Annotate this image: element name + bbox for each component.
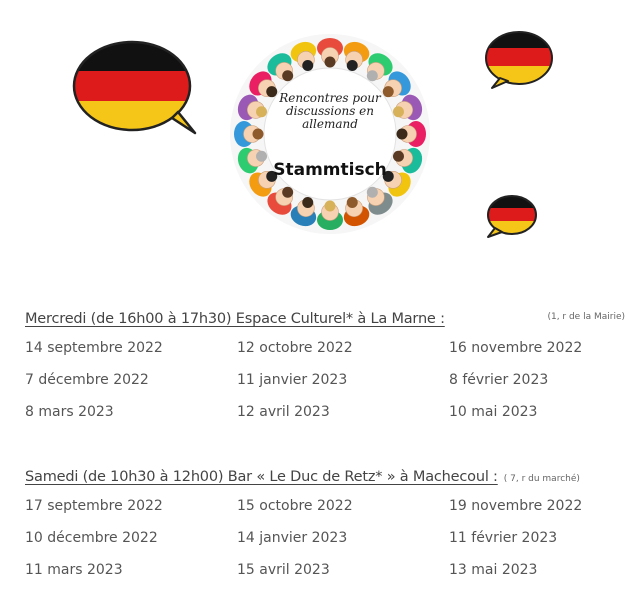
- stammtisch-title: Stammtisch: [273, 160, 387, 180]
- header-illustration: [0, 0, 640, 275]
- german-flag-bubble-medium: [484, 30, 556, 88]
- person-hair: [325, 57, 336, 68]
- person-hair: [302, 60, 313, 71]
- date-item: 14 septembre 2022: [25, 340, 163, 356]
- date-item: 14 janvier 2023: [237, 530, 348, 546]
- date-item: 12 octobre 2022: [237, 340, 353, 356]
- german-flag-bubble-large: [70, 40, 200, 133]
- date-item: 11 mars 2023: [25, 562, 123, 578]
- date-item: 15 avril 2023: [237, 562, 330, 578]
- date-item: 17 septembre 2022: [25, 498, 163, 514]
- date-item: 16 novembre 2022: [449, 340, 583, 356]
- person-hair: [347, 197, 358, 208]
- date-item: 10 mai 2023: [449, 404, 538, 420]
- section-heading: [25, 308, 625, 330]
- person-hair: [367, 70, 378, 81]
- german-flag-bubble-small: [486, 195, 538, 237]
- date-item: 8 mars 2023: [25, 404, 114, 420]
- saturday-section: [25, 466, 625, 586]
- section-heading: [25, 466, 625, 488]
- date-item: 8 février 2023: [449, 372, 549, 388]
- date-item: 12 avril 2023: [237, 404, 330, 420]
- wednesday-heading: Mercredi (de 16h00 à 17h30) Espace Culturel* à La Marne :: [25, 311, 445, 327]
- saturday-heading: Samedi (de 10h30 à 12h00) Bar « Le Duc de Retz* » à Machecoul :: [25, 469, 498, 485]
- date-item: 19 novembre 2022: [449, 498, 583, 514]
- people-circle-illustration: [230, 34, 430, 234]
- date-item: 13 mai 2023: [449, 562, 538, 578]
- wednesday-address-note: (1, r de la Mairie): [547, 312, 625, 322]
- date-item: 11 février 2023: [449, 530, 558, 546]
- person-hair: [282, 70, 293, 81]
- date-item: 10 décembre 2022: [25, 530, 158, 546]
- wednesday-section: [25, 308, 625, 428]
- saturday-address-note: ( 7, r du marché): [503, 474, 580, 484]
- circle-subtitle: Rencontres pour discussions en allemand: [279, 91, 381, 131]
- person-hair: [302, 197, 313, 208]
- date-item: 11 janvier 2023: [237, 372, 348, 388]
- saturday-dates: [25, 490, 625, 586]
- person-hair: [282, 187, 293, 198]
- date-item: 7 décembre 2022: [25, 372, 149, 388]
- person-hair: [367, 187, 378, 198]
- person-hair: [325, 201, 336, 212]
- wednesday-dates: [25, 332, 625, 428]
- person-hair: [347, 60, 358, 71]
- date-item: 15 octobre 2022: [237, 498, 353, 514]
